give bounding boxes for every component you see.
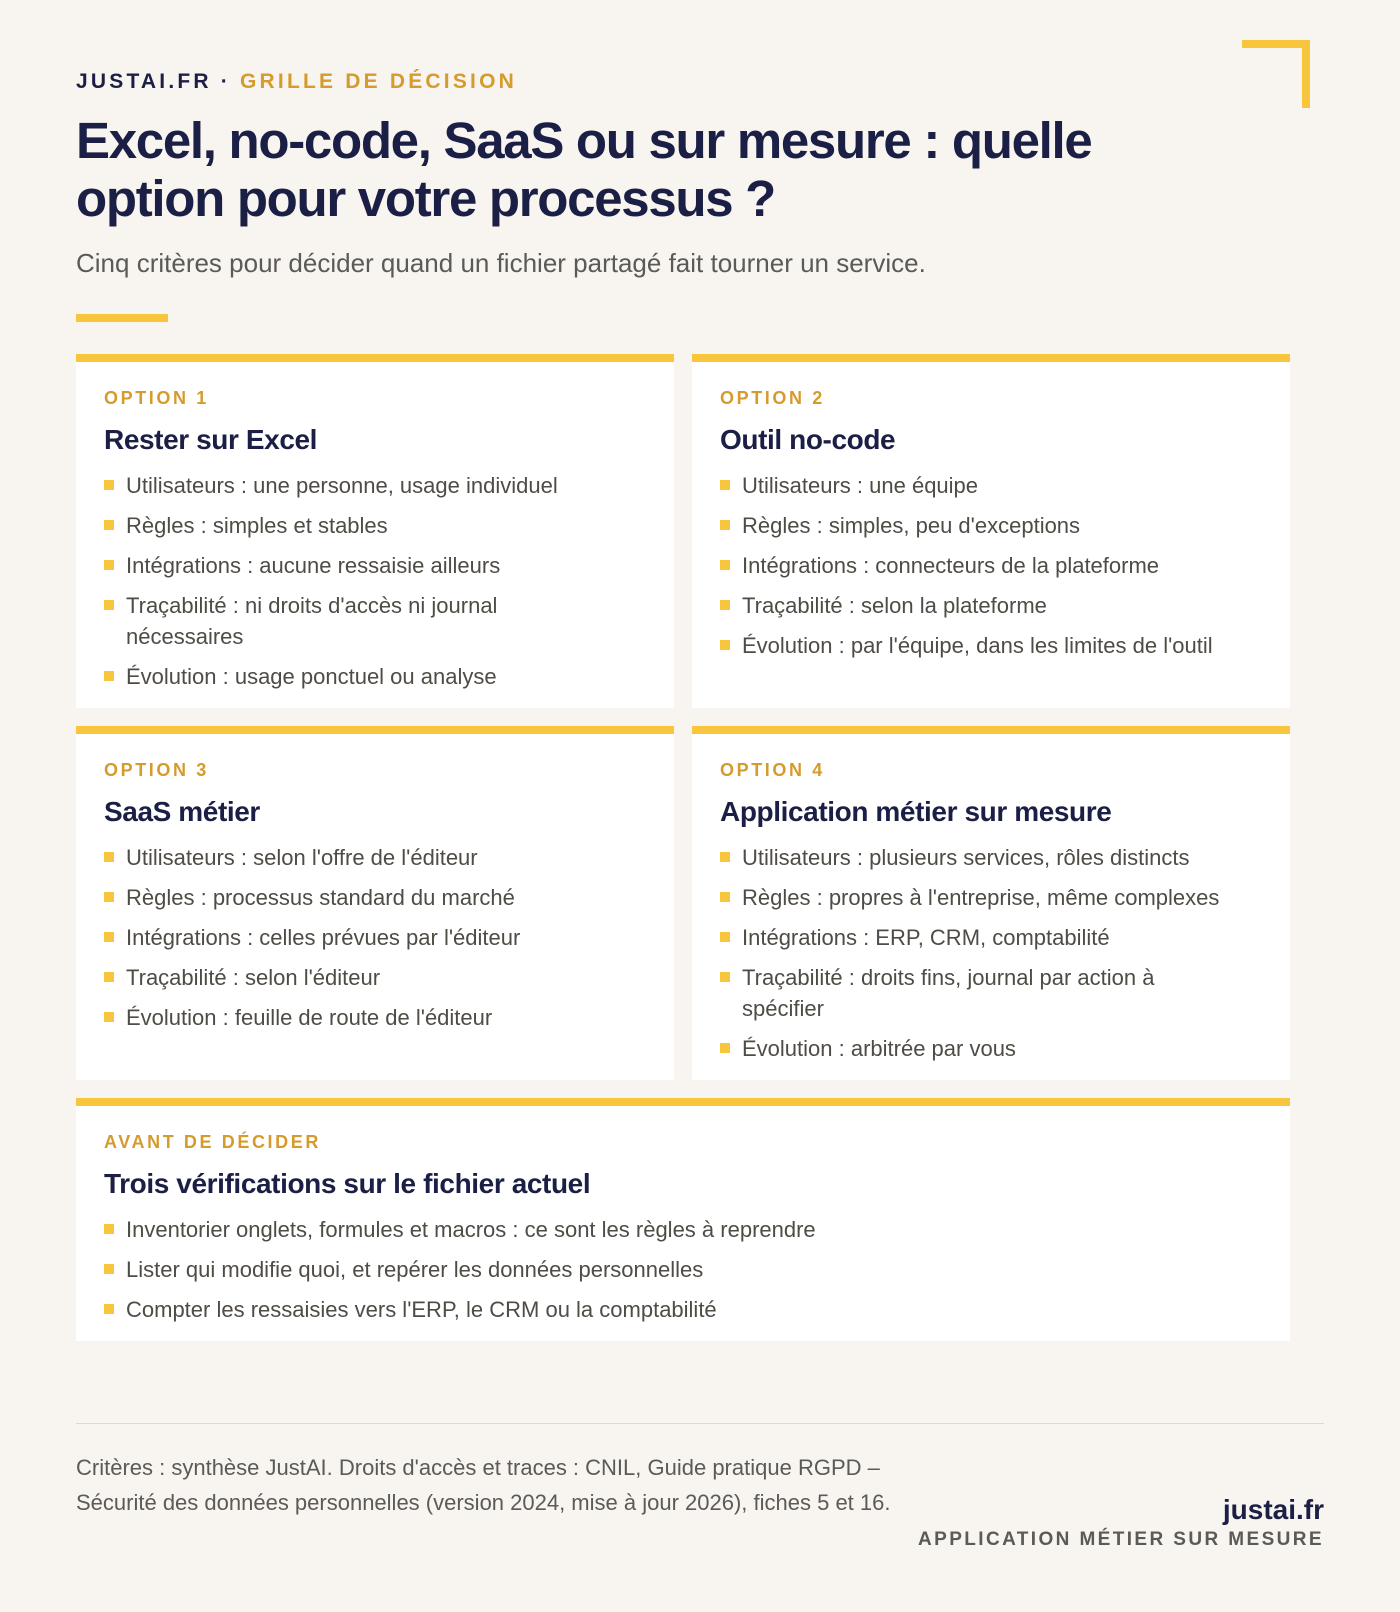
checklist-title: Trois vérifications sur le fichier actuel	[104, 1168, 591, 1199]
bullet-square-icon	[104, 480, 114, 490]
bullet-square-icon	[104, 560, 114, 570]
criteria-text: Intégrations : connecteurs de la plateforme	[742, 553, 1160, 578]
checklist-list	[104, 1214, 1262, 1325]
bullet-square-icon	[720, 520, 730, 530]
criteria-text: Règles : processus standard du marché	[126, 885, 515, 910]
criteria-text: Intégrations : ERP, CRM, comptabilité	[742, 925, 1110, 950]
criteria-text: Évolution : usage ponctuel ou analyse	[126, 664, 497, 689]
bullet-square-icon	[720, 1043, 730, 1053]
bullet-square-icon	[720, 640, 730, 650]
criteria-text: Utilisateurs : plusieurs services, rôles distincts	[742, 845, 1190, 870]
criteria-item	[720, 962, 1190, 1024]
bullet-square-icon	[104, 1224, 114, 1234]
criteria-item	[104, 550, 646, 581]
option-title: SaaS métier	[104, 796, 260, 827]
criteria-item	[104, 922, 646, 953]
criteria-text: Intégrations : aucune ressaisie ailleurs	[126, 553, 501, 578]
criteria-text: Règles : propres à l'entreprise, même complexes	[742, 885, 1220, 910]
bullet-square-icon	[104, 1304, 114, 1314]
criteria-list	[720, 470, 1262, 661]
bullet-square-icon	[104, 852, 114, 862]
criteria-item	[104, 470, 646, 501]
criteria-item	[104, 882, 646, 913]
bullet-square-icon	[104, 600, 114, 610]
bullet-square-icon	[104, 1264, 114, 1274]
criteria-item	[104, 590, 534, 652]
criteria-list	[720, 842, 1262, 1064]
criteria-text: Évolution : arbitrée par vous	[742, 1036, 1016, 1061]
page-title: Excel, no-code, SaaS ou sur mesure : quelle option pour votre processus ?	[76, 112, 1092, 227]
criteria-text: Utilisateurs : une équipe	[742, 473, 979, 498]
option-title: Application métier sur mesure	[720, 796, 1112, 827]
criteria-list	[104, 842, 646, 1033]
checklist-item	[104, 1214, 1262, 1245]
criteria-text: Intégrations : celles prévues par l'éditeur	[126, 925, 521, 950]
checklist-text: Inventorier onglets, formules et macros : ce sont les règles à reprendre	[126, 1217, 816, 1242]
option-card-1	[76, 354, 674, 708]
option-label: OPTION 3	[104, 760, 209, 780]
criteria-item	[104, 962, 646, 993]
source-note: Critères : synthèse JustAI. Droits d'accès et traces : CNIL, Guide pratique RGPD – Sécurité des données personnelles (version 2024, mise à jour 2026), fiches 5 et 16.	[76, 1455, 891, 1515]
bullet-square-icon	[720, 480, 730, 490]
criteria-text: Traçabilité : selon la plateforme	[742, 593, 1047, 618]
checklist-text: Compter les ressaisies vers l'ERP, le CRM ou la comptabilité	[126, 1297, 717, 1322]
bullet-square-icon	[104, 671, 114, 681]
criteria-text: Règles : simples et stables	[126, 513, 388, 538]
bullet-square-icon	[720, 932, 730, 942]
option-card-2	[692, 354, 1290, 708]
criteria-text: Utilisateurs : selon l'offre de l'éditeur	[126, 845, 478, 870]
criteria-text: Règles : simples, peu d'exceptions	[742, 513, 1081, 538]
criteria-item	[104, 510, 646, 541]
criteria-item	[720, 842, 1262, 873]
criteria-item	[720, 922, 1262, 953]
criteria-item	[720, 1033, 1262, 1064]
criteria-item	[720, 590, 1262, 621]
criteria-item	[720, 550, 1262, 581]
eyebrow-section: GRILLE DE DÉCISION	[240, 70, 517, 93]
option-label: OPTION 4	[720, 760, 825, 780]
checklist-label: AVANT DE DÉCIDER	[104, 1132, 321, 1152]
bullet-square-icon	[104, 520, 114, 530]
criteria-item	[720, 882, 1262, 913]
checklist-item	[104, 1294, 1262, 1325]
criteria-text: Traçabilité : droits fins, journal par action à spécifier	[742, 965, 1155, 1021]
bullet-square-icon	[104, 932, 114, 942]
option-card-3	[76, 726, 674, 1080]
bullet-square-icon	[720, 600, 730, 610]
bullet-square-icon	[104, 1012, 114, 1022]
checklist-item	[104, 1254, 1262, 1285]
checklist-text: Lister qui modifie quoi, et repérer les données personnelles	[126, 1257, 704, 1282]
footer-tagline: APPLICATION MÉTIER SUR MESURE	[918, 1529, 1324, 1550]
criteria-item	[104, 1002, 646, 1033]
bullet-square-icon	[720, 892, 730, 902]
page-subtitle: Cinq critères pour décider quand un fichier partagé fait tourner un service.	[76, 248, 926, 278]
option-title: Outil no-code	[720, 424, 896, 455]
footer-brand-link[interactable]: justai.fr	[1222, 1494, 1324, 1525]
criteria-text: Utilisateurs : une personne, usage individuel	[126, 473, 558, 498]
option-label: OPTION 1	[104, 388, 209, 408]
criteria-text: Évolution : feuille de route de l'éditeur	[126, 1005, 493, 1030]
criteria-text: Évolution : par l'équipe, dans les limites de l'outil	[742, 633, 1213, 658]
criteria-item	[104, 661, 646, 692]
eyebrow	[76, 70, 517, 94]
bullet-square-icon	[720, 972, 730, 982]
criteria-item	[720, 510, 1262, 541]
bullet-square-icon	[720, 560, 730, 570]
criteria-text: Traçabilité : selon l'éditeur	[126, 965, 381, 990]
criteria-item	[104, 842, 646, 873]
option-title: Rester sur Excel	[104, 424, 318, 455]
option-card-4	[692, 726, 1290, 1080]
bullet-square-icon	[104, 972, 114, 982]
criteria-list	[104, 470, 646, 692]
bullet-square-icon	[720, 852, 730, 862]
bullet-square-icon	[104, 892, 114, 902]
page	[76, 0, 1324, 1612]
footer-divider	[76, 1423, 1324, 1424]
criteria-item	[720, 470, 1262, 501]
eyebrow-brand: JUSTAI.FR	[76, 70, 212, 93]
criteria-text: Traçabilité : ni droits d'accès ni journal nécessaires	[126, 593, 498, 649]
checklist-card	[76, 1098, 1290, 1341]
criteria-item	[720, 630, 1262, 661]
option-label: OPTION 2	[720, 388, 825, 408]
title-underline	[76, 314, 168, 322]
eyebrow-separator: ·	[211, 70, 241, 93]
